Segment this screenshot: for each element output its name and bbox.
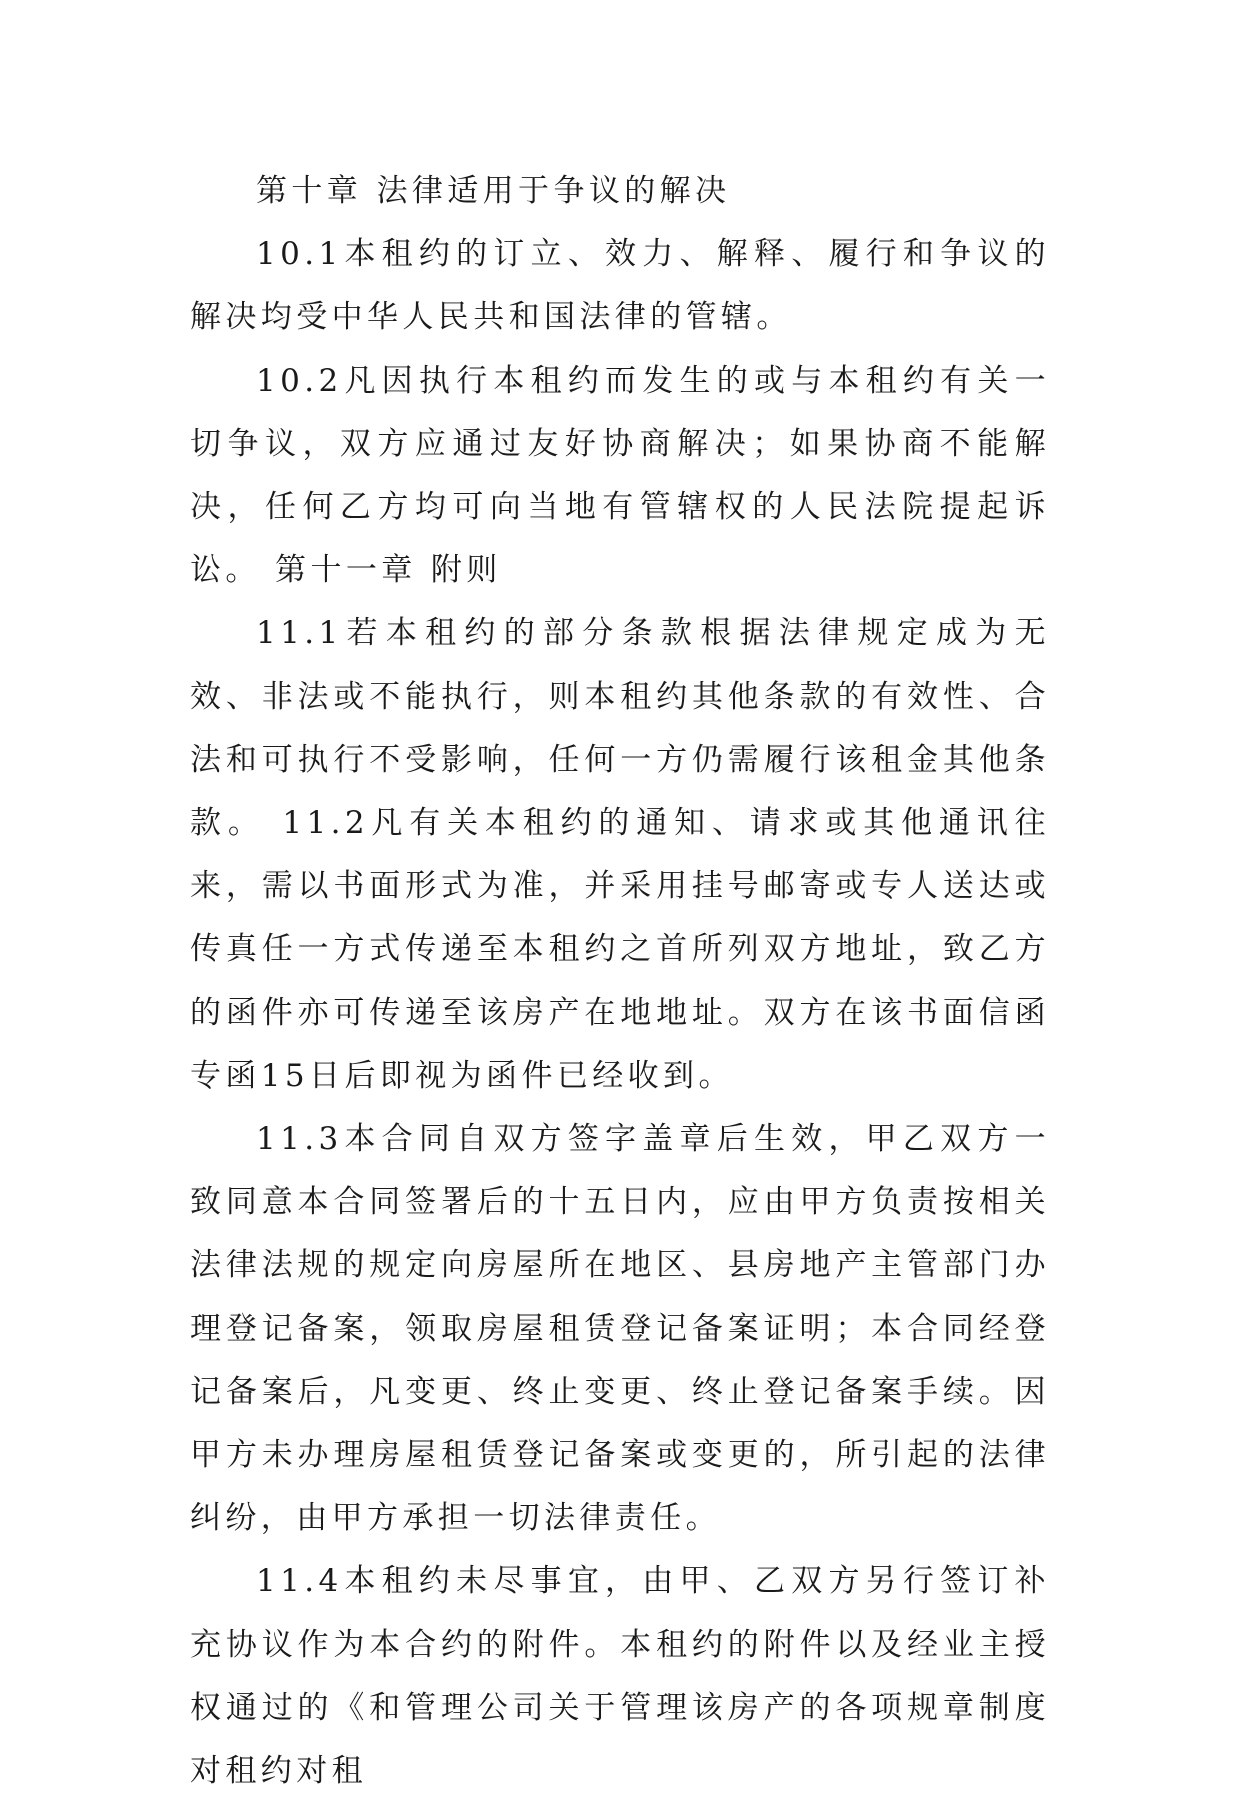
document-page: [190, 160, 1050, 1803]
clause-10-2: 10.2凡因执行本租约而发生的或与本租约有关一切争议，双方应通过友好协商解决；如果协商不能解决，任何乙方均可向当地有管辖权的人民法院提起诉讼。 第十一章 附则: [190, 362, 1050, 589]
clause-10-1: 10.1本租约的订立、效力、解释、履行和争议的解决均受中华人民共和国法律的管辖。: [190, 236, 1050, 336]
clause-11-4: 11.4本租约未尽事宜，由甲、乙双方另行签订补充协议作为本合约的附件。本租约的附件以及经业主授权通过的《和管理公司关于管理该房产的各项规章制度对租约对租: [190, 1563, 1050, 1790]
clause-11-1: 11.1若本租约的部分条款根据法律规定成为无效、非法或不能执行，则本租约其他条款的有效性、合法和可执行不受影响，任何一方仍需履行该租金其他条款。 11.2凡有关本租约的通知、请求或其他通讯往来，需以书面形式为准，并采用挂号邮寄或专人送达或传真任一方式传递至本租约之首所列双方地址，致乙方的函件亦可传递至该房产在地地址。双方在该书面信函专函15日后即视为函件已经收到。: [190, 615, 1050, 1094]
clause-11-3: 11.3本合同自双方签字盖章后生效，甲乙双方一致同意本合同签署后的十五日内，应由甲方负责按相关法律法规的规定向房屋所在地区、县房地产主管部门办理登记备案，领取房屋租赁登记备案证明；本合同经登记备案后，凡变更、终止变更、终止登记备案手续。因甲方未办理房屋租赁登记备案或变更的，所引起的法律纠纷，由甲方承担一切法律责任。: [190, 1121, 1050, 1537]
chapter-10-heading: 第十章 法律适用于争议的解决: [256, 173, 731, 209]
